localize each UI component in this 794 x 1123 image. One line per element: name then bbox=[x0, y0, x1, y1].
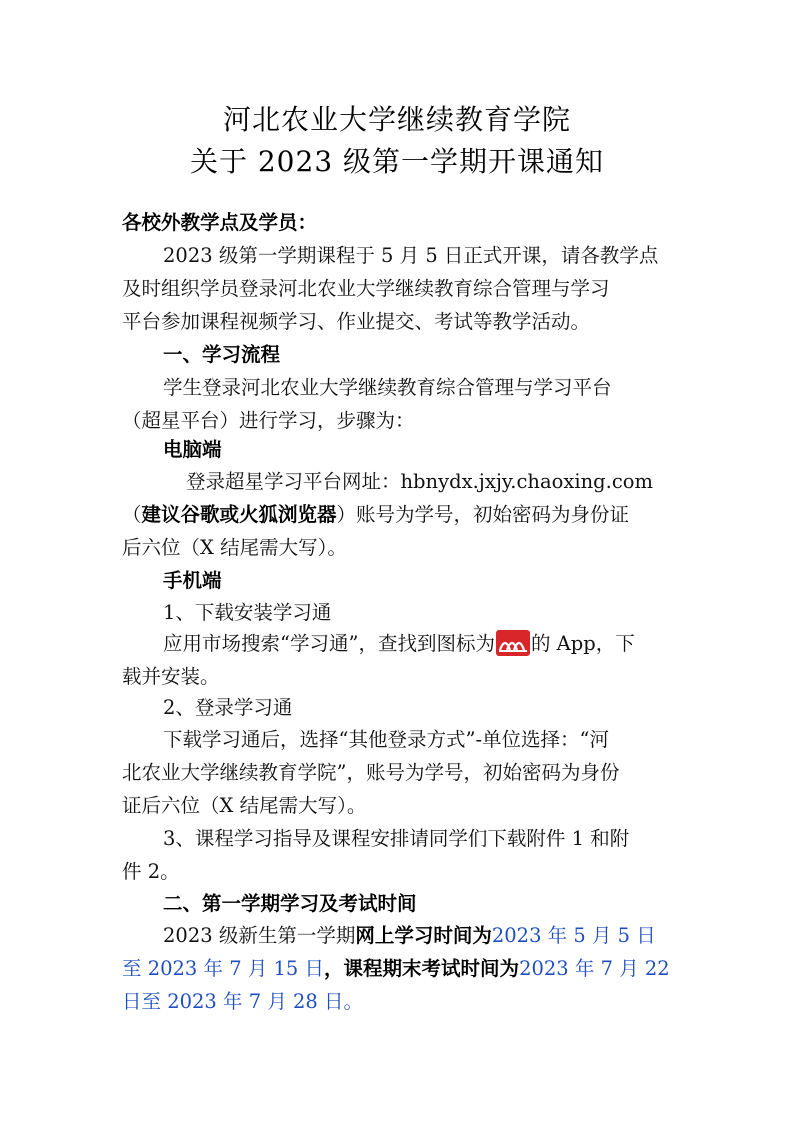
pc-line-2 bbox=[122, 499, 682, 527]
intro-line-1: 2023 级第一学期课程于 5 月 5 日正式开课，请各教学点 bbox=[163, 244, 659, 267]
step1-line-2: 载并安装。 bbox=[122, 665, 220, 688]
section2-line-1-a: 2023 级新生第一学期 bbox=[163, 924, 356, 947]
study-start-date: 2023 年 5 月 5 日 bbox=[491, 924, 656, 947]
step2-line-1: 下载学习通后，选择“其他登录方式”-单位选择：“河 bbox=[163, 728, 609, 751]
section2-line-1 bbox=[163, 920, 723, 948]
doc-title-line1: 河北农业大学继续教育学院 bbox=[222, 103, 571, 136]
section1-para-line-2: （超星平台）进行学习，步骤为： bbox=[122, 409, 415, 432]
section2-line-2 bbox=[122, 953, 682, 981]
pc-url-line: 登录超星学习平台网址：hbnydx.jxjy.chaoxing.com bbox=[186, 470, 653, 493]
pc-line-2-rest: ）账号为学号，初始密码为身份证 bbox=[336, 503, 630, 526]
step2-line-3: 证后六位（X 结尾需大写）。 bbox=[122, 794, 367, 817]
study-end-date: 至 2023 年 7 月 15 日 bbox=[122, 957, 325, 980]
pc-line-2-open: （ bbox=[122, 503, 142, 526]
section2-heading: 二、第一学期学习及考试时间 bbox=[163, 892, 417, 915]
step3-line-2: 件 2。 bbox=[122, 860, 180, 883]
intro-line-2: 及时组织学员登录河北农业大学继续教育综合管理与学习 bbox=[122, 277, 610, 300]
intro-line-3: 平台参加课程视频学习、作业提交、考试等教学活动。 bbox=[122, 310, 591, 333]
mobile-heading: 手机端 bbox=[163, 569, 222, 592]
exam-time-label: ，课程期末考试时间为 bbox=[324, 957, 520, 980]
online-study-label: 网上学习时间为 bbox=[355, 924, 492, 947]
salutation: 各校外教学点及学员： bbox=[122, 211, 318, 234]
step2-line-2: 北农业大学继续教育学院”，账号为学号，初始密码为身份 bbox=[122, 761, 620, 784]
step1-post: 的 App，下 bbox=[530, 632, 635, 655]
pc-heading: 电脑端 bbox=[163, 438, 222, 461]
pc-line-3: 后六位（X 结尾需大写）。 bbox=[122, 536, 347, 559]
step3-line-1: 3、课程学习指导及课程安排请同学们下载附件 1 和附 bbox=[163, 827, 630, 850]
doc-title-line2: 关于 2023 级第一学期开课通知 bbox=[189, 145, 605, 178]
section1-para-line-1: 学生登录河北农业大学继续教育综合管理与学习平台 bbox=[163, 376, 612, 399]
exam-start-date: 2023 年 7 月 22 bbox=[519, 957, 670, 980]
section1-heading: 一、学习流程 bbox=[163, 343, 281, 366]
step2-title: 2、登录学习通 bbox=[163, 696, 293, 719]
step1-title: 1、下载安装学习通 bbox=[163, 601, 332, 624]
xuexitong-logo-icon bbox=[496, 630, 530, 656]
browser-recommendation: 建议谷歌或火狐浏览器 bbox=[141, 503, 337, 526]
step1-line-1 bbox=[163, 628, 723, 656]
exam-end-date: 日至 2023 年 7 月 28 日。 bbox=[122, 990, 364, 1013]
step1-pre: 应用市场搜索“学习通”，查找到图标为 bbox=[163, 632, 495, 655]
